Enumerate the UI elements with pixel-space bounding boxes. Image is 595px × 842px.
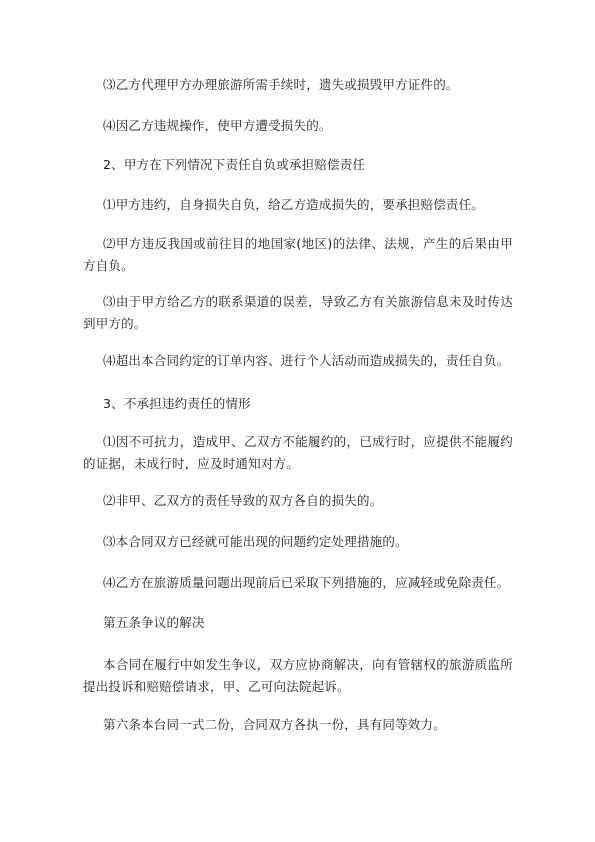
- article-5-heading: 第五条争议的解决: [103, 615, 205, 630]
- clause-4-1-3: ⑶乙方代理甲方办理旅游所需手续时，遗失或损毁甲方证件的。: [103, 77, 459, 92]
- clause-4-3-4: ⑷乙方在旅游质量问题出现前后已采取下列措施的，应减轻或免除责任。: [103, 575, 510, 590]
- clause-4-2-4: ⑷超出本合同约定的订单内容、进行个人活动而造成损失的，责任自负。: [103, 353, 510, 368]
- clause-4-2-2: ⑵甲方违反我国或前往目的地国家(地区)的法律、法规，产生的后果由甲方自负。: [83, 236, 513, 273]
- clause-4-2-1: ⑴甲方违约，自身损失自负，给乙方造成损失的，要承担赔偿责任。: [103, 197, 485, 212]
- section-heading-party-a-liability: 2、甲方在下列情况下责任自负或承担赔偿责任: [103, 157, 366, 172]
- clause-4-3-3: ⑶本合同双方已经就可能出现的问题约定处理措施的。: [103, 534, 408, 549]
- clause-4-1-4: ⑷因乙方违规操作，使甲方遭受损失的。: [103, 118, 332, 133]
- article-6-body: 第六条本台同一式二份，合同双方各执一份，具有同等效力。: [103, 717, 446, 732]
- section-heading-no-liability: 3、不承担违约责任的情形: [103, 396, 251, 411]
- clause-4-2-3: ⑶由于甲方给乙方的联系渠道的误差，导致乙方有关旅游信息未及时传达到甲方的。: [83, 294, 513, 331]
- clause-4-3-1: ⑴因不可抗力，造成甲、乙双方不能履约的，已成行时，应提供不能履约的证据，未成行时，应及时通知对方。: [83, 434, 513, 471]
- clause-4-3-2: ⑵非甲、乙双方的责任导致的双方各自的损失的。: [103, 493, 383, 508]
- article-5-body: 本合同在履行中如发生争议，双方应协商解决，向有管辖权的旅游质监所提出投诉和赔赔偿请求，甲、乙可向法院起诉。: [83, 657, 513, 694]
